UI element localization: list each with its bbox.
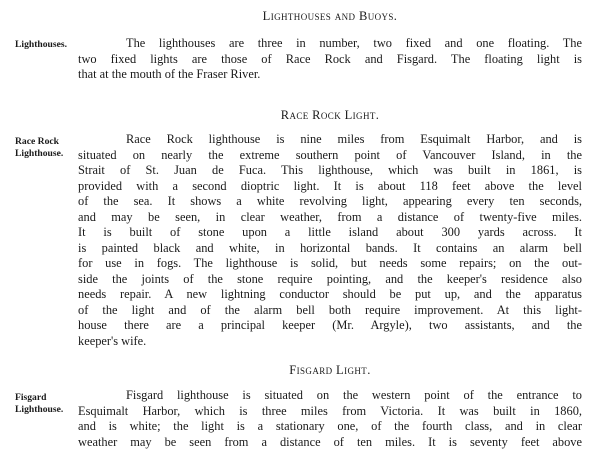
text-line: house there are a principal keeper (Mr. Argyle), two assistants, and the xyxy=(78,318,582,332)
margin-note-race-rock-lighthouse: Race Rock Lighthouse. xyxy=(15,136,64,159)
text-line: is painted black and white, in horizontal bands. It contains an alarm bell xyxy=(78,240,582,255)
text-line: Esquimalt Harbor, which is three miles from Victoria. It was built in 1860, xyxy=(78,403,582,418)
text-line: of the light and of the alarm bell both require improvement. At this light- xyxy=(78,302,582,317)
text-line: that at the mouth of the Fraser River. xyxy=(78,67,261,81)
paragraph-race-rock xyxy=(78,132,582,349)
text-line: Fisgard lighthouse is situated on the western point of the entrance to xyxy=(126,388,582,402)
text-line: The lighthouses are three in number, two fixed and one floating. The xyxy=(126,36,582,50)
text-line: of the sea. It shows a white revolving light, appearing every ten seconds, xyxy=(78,194,582,208)
text-line: and may be seen, in clear weather, from a distance of twenty-five miles. xyxy=(78,209,582,224)
text-line: side the joints of the stone require pointing, and the keeper's residence also xyxy=(78,271,582,286)
section-heading-fisgard-light: Fisgard Light. xyxy=(289,363,371,377)
margin-note-fisgard-lighthouse: Fisgard Lighthouse. xyxy=(15,392,64,415)
paragraph-lighthouses xyxy=(78,36,582,83)
text-line: for use in fogs. The lighthouse is solid, but needs some repairs; on the out- xyxy=(78,256,582,270)
margin-note-lighthouses: Lighthouses. xyxy=(15,39,67,50)
text-line: Race Rock lighthouse is nine miles from Esquimalt Harbor, and is xyxy=(126,132,582,146)
text-line: needs repair. A new lightning conductor should be put up, and the apparatus xyxy=(78,287,582,301)
text-line: and is white; the light is a stationary one, of the fourth class, and in clear xyxy=(78,419,582,433)
text-line: It is built of stone upon a little island about 300 yards across. It xyxy=(78,225,582,239)
section-heading-race-rock-light: Race Rock Light. xyxy=(280,108,380,122)
section-heading-lighthouses-and-buoys: Lighthouses and Buoys. xyxy=(262,9,398,23)
text-line: situated on nearly the extreme southern point of Vancouver Island, in the xyxy=(78,147,582,162)
text-line: keeper's wife. xyxy=(78,333,147,348)
text-line: provided with a second dioptric light. It is about 118 feet above the level xyxy=(78,178,582,193)
paragraph-fisgard xyxy=(78,388,582,450)
text-line: weather may be seen from a distance of ten miles. It is seventy feet above xyxy=(78,434,582,449)
text-line: two fixed lights are those of Race Rock and Fisgard. The floating light is xyxy=(78,51,582,66)
text-line: Strait of St. Juan de Fuca. This lighthouse, which was built in 1861, is xyxy=(78,163,582,177)
